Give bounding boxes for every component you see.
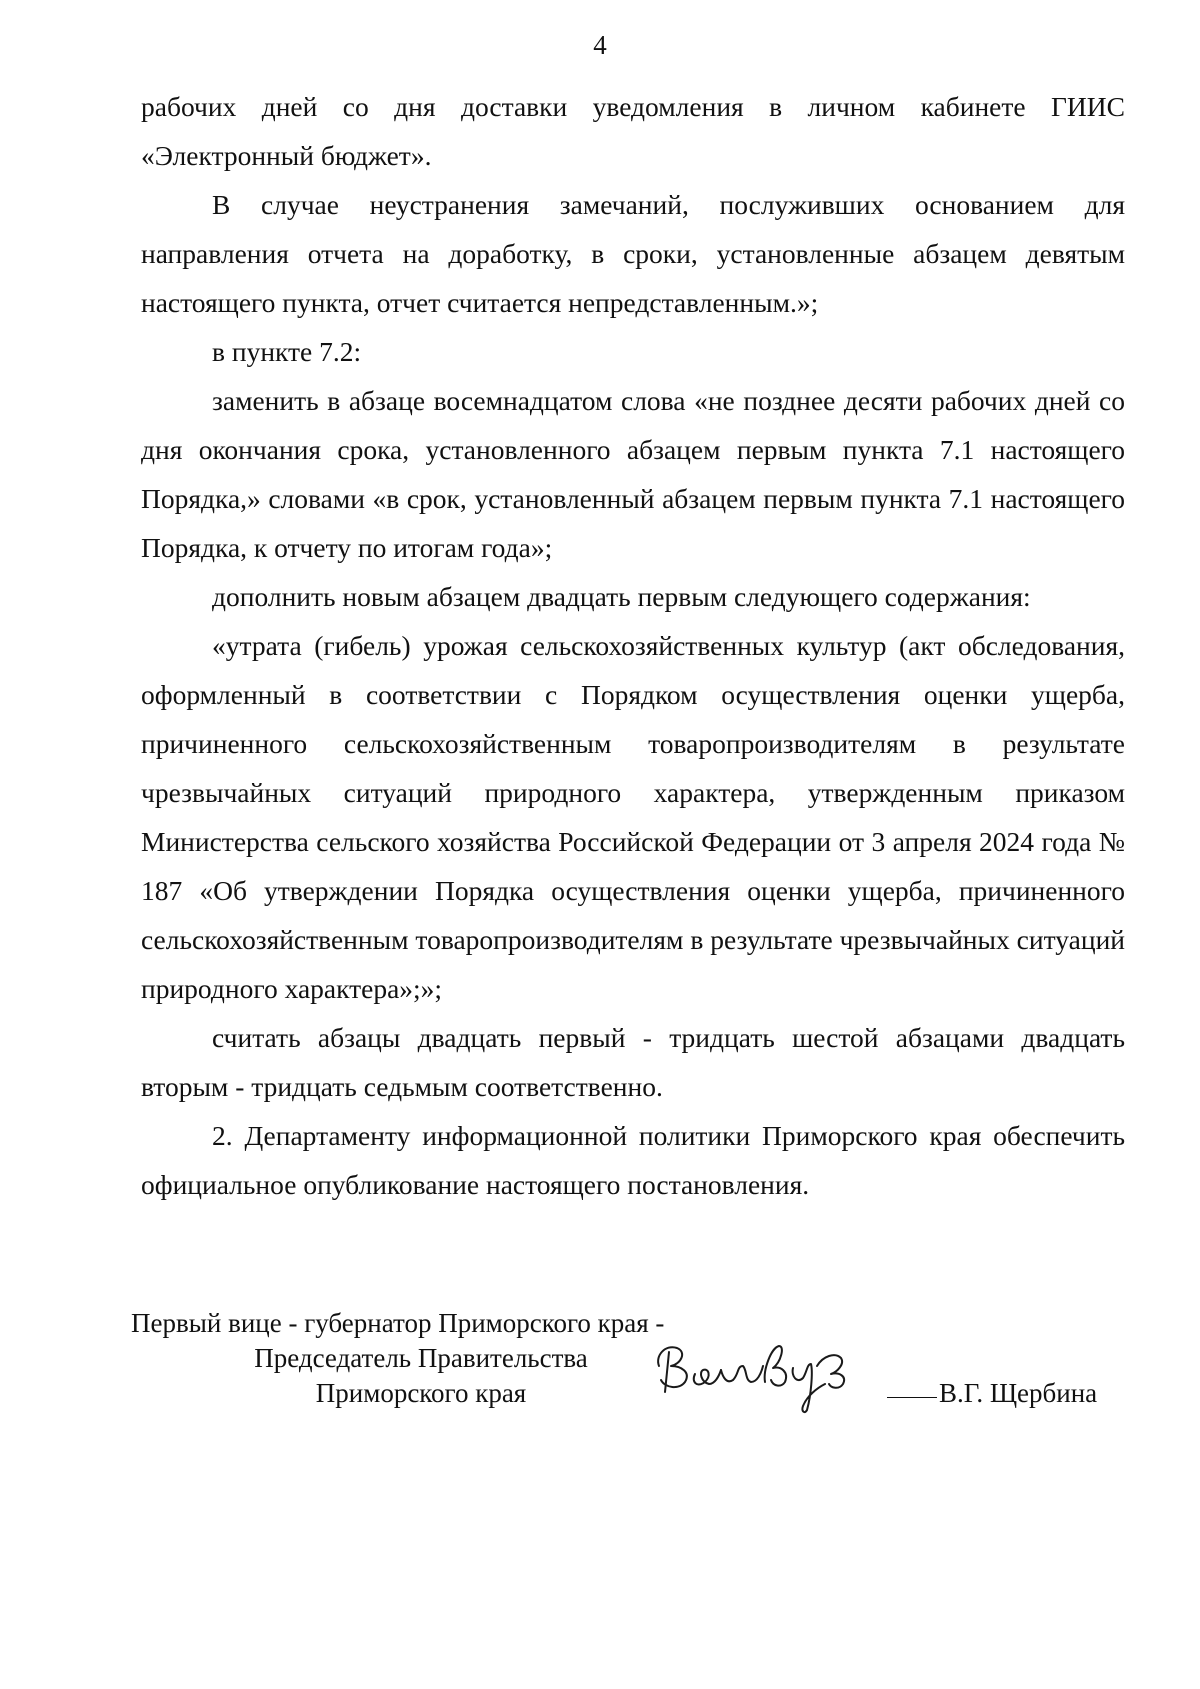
paragraph-5: дополнить новым абзацем двадцать первым следующего содержания: <box>212 581 1031 612</box>
page-number: 4 <box>593 30 607 60</box>
signer-name-row <box>887 1376 1097 1411</box>
document-body <box>141 82 1125 1209</box>
paragraph-3: в пункте 7.2: <box>212 336 362 367</box>
signer-position-line-1: Первый вице - губернатор Приморского края - <box>131 1308 665 1338</box>
signature-block <box>131 1306 1125 1466</box>
handwritten-signature <box>647 1326 877 1416</box>
signature-underline <box>887 1397 937 1398</box>
paragraph-1: рабочих дней со дня доставки уведомления в личном кабинете ГИИС «Электронный бюджет». <box>141 91 1125 171</box>
paragraph-7: считать абзацы двадцать первый - тридцать шестой абзацами двадцать вторым - тридцать седьмым соответственно. <box>141 1022 1125 1102</box>
signer-position-line-3: Приморского края <box>315 1378 527 1408</box>
paragraph-8: 2. Департаменту информационной политики Приморского края обеспечить официальное опубликование настоящего постановления. <box>141 1120 1125 1200</box>
paragraph-4: заменить в абзаце восемнадцатом слова «не позднее десяти рабочих дней со дня окончания срока, установленного абзацем первым пункта 7.1 настоящего Порядка,» словами «в срок, установленный абзацем первым пункта 7.1 настоящего Порядка, к отчету по итогам года»; <box>141 385 1125 563</box>
paragraph-2: В случае неустранения замечаний, послуживших основанием для направления отчета на доработку, в сроки, установленные абзацем девятым настоящего пункта, отчет считается непредставленным.»; <box>141 189 1125 318</box>
signer-position-line-2: Председатель Правительства <box>254 1343 588 1373</box>
paragraph-6: «утрата (гибель) урожая сельскохозяйственных культур (акт обследования, оформленный в соответствии с Порядком осуществления оценки ущерба, причиненного сельскохозяйственным товаропроизводителям в результате чрезвычайных ситуаций природного характера, утвержденным приказом Министерства сельского хозяйства Российской Федерации от 3 апреля 2024 года № 187 «Об утверждении Порядка осуществления оценки ущерба, причиненного сельскохозяйственным товаропроизводителям в результате чрезвычайных ситуаций природного характера»;»; <box>141 630 1125 1004</box>
signer-name: В.Г. Щербина <box>939 1378 1098 1408</box>
